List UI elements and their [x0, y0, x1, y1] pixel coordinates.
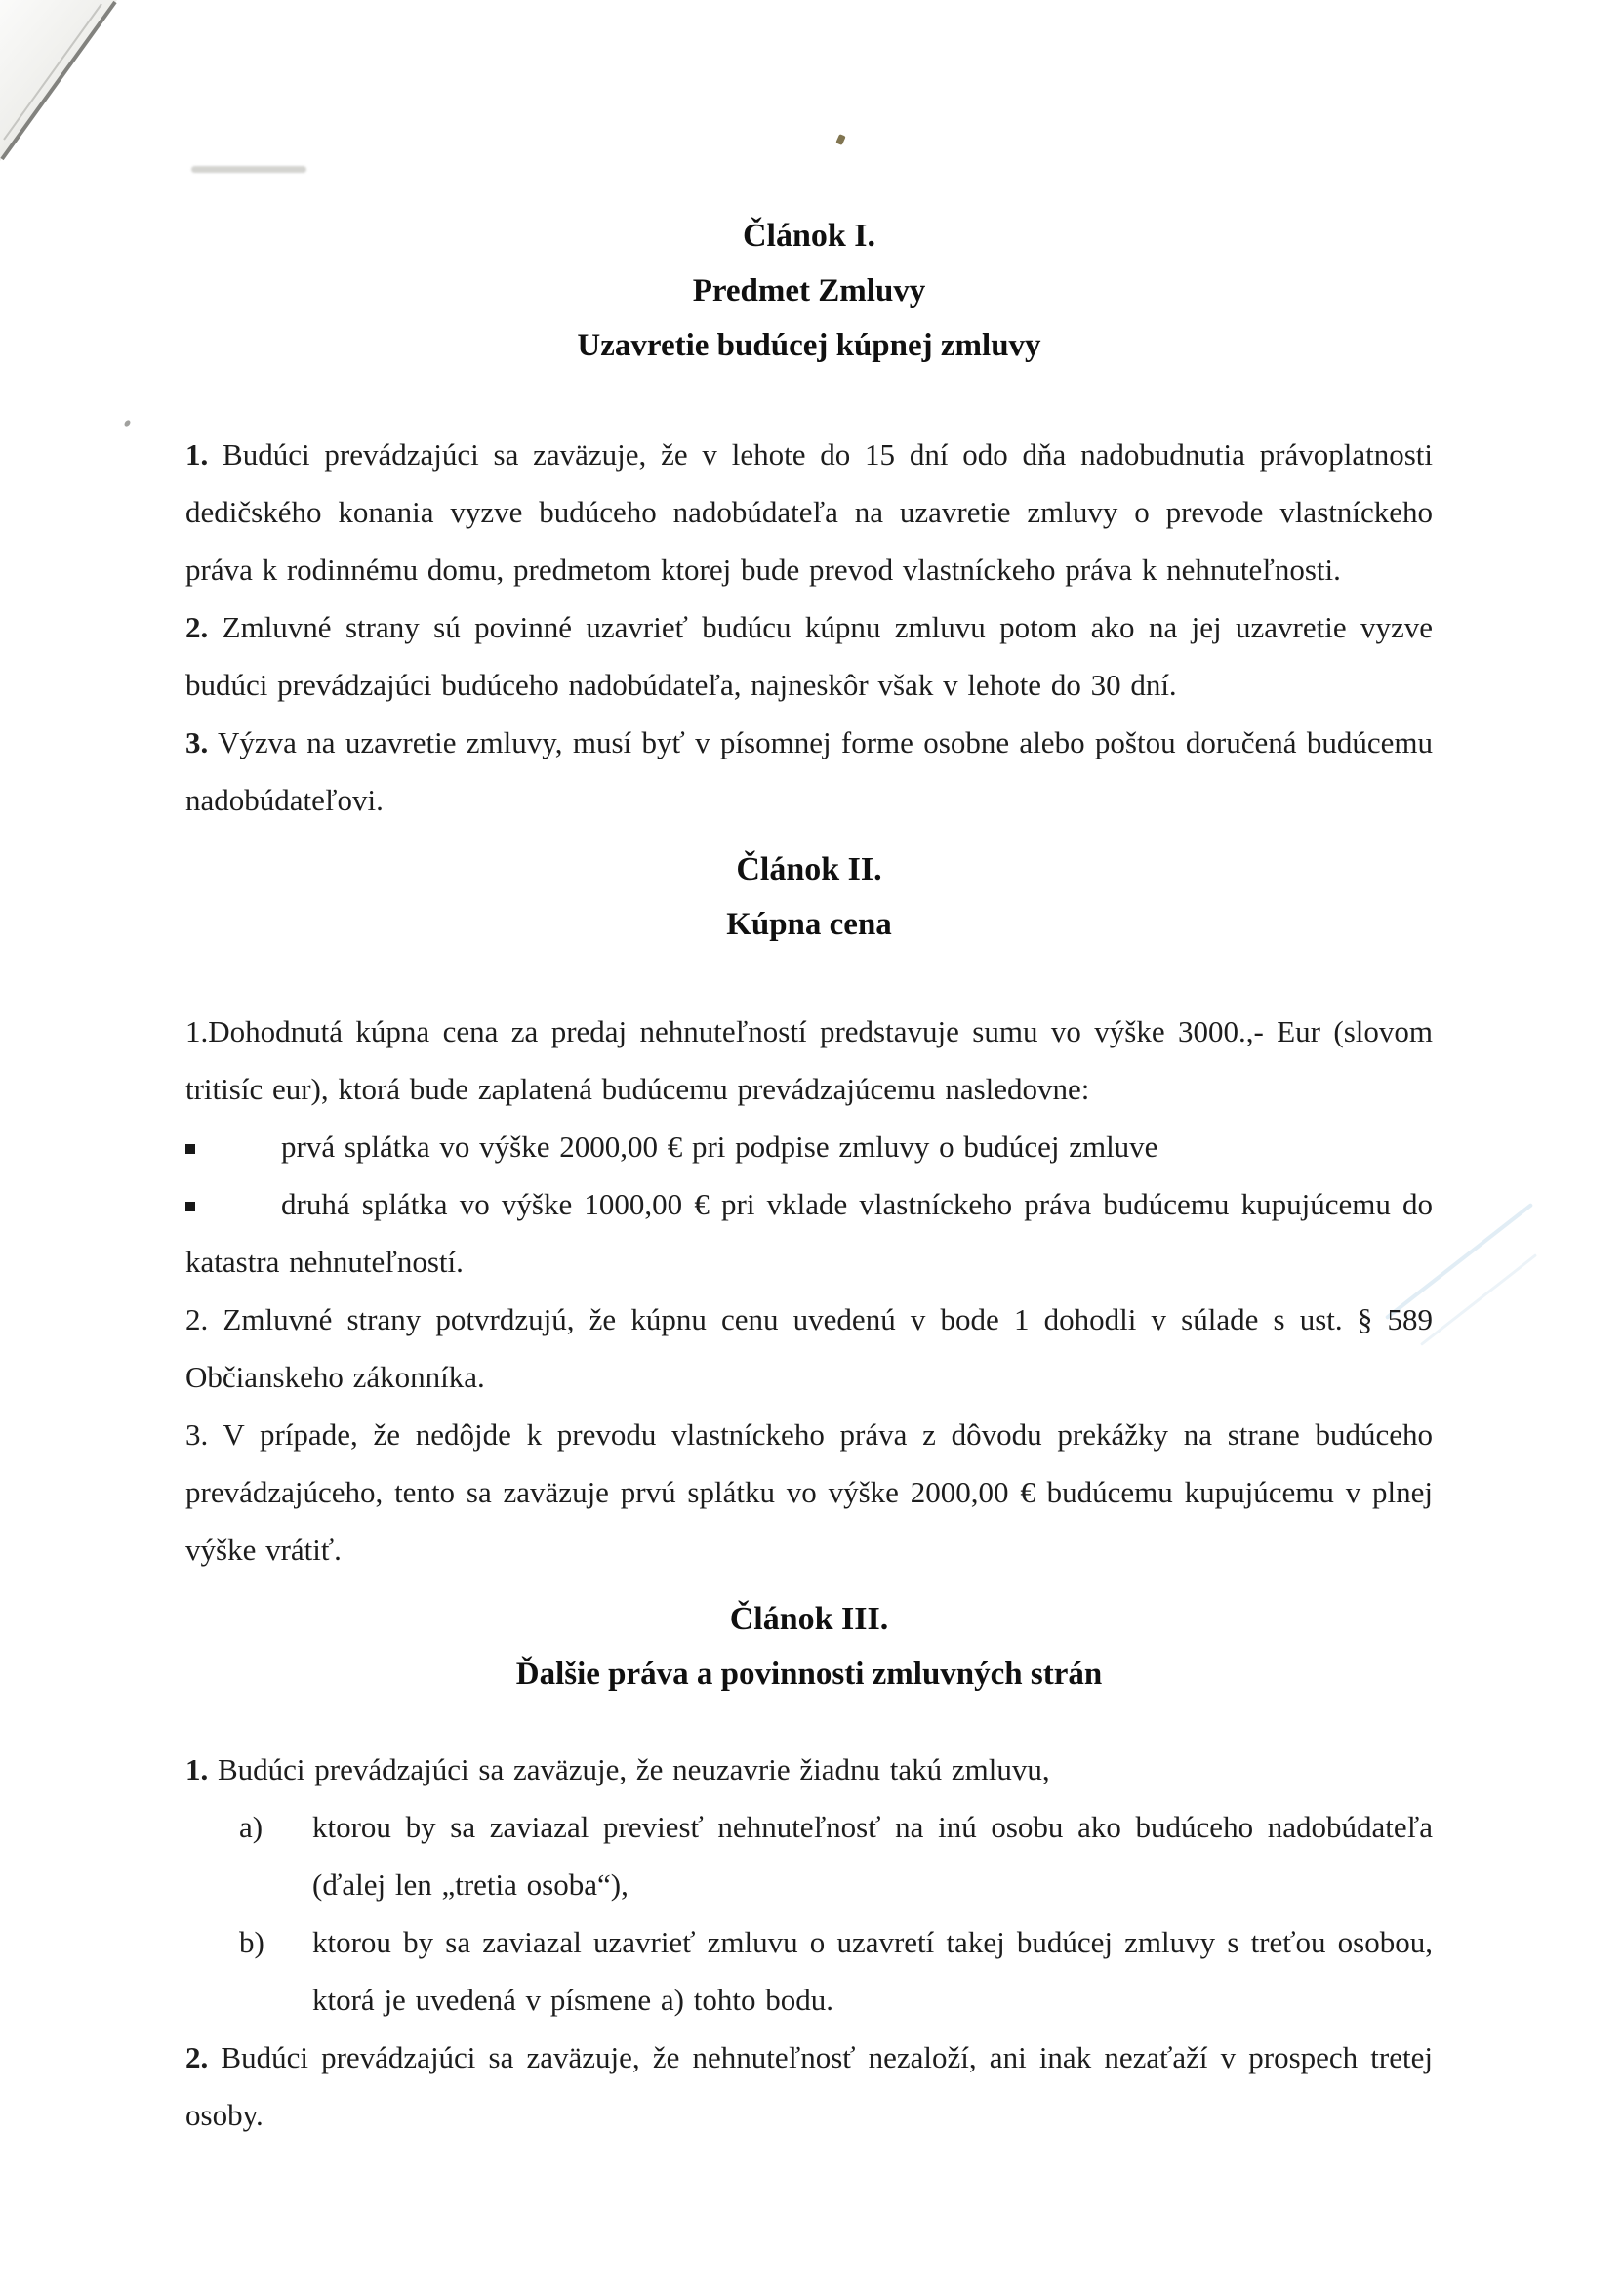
article-3-subtitle: Ďalšie práva a povinnosti zmluvných strán	[515, 1657, 1103, 1692]
scan-speck	[835, 134, 845, 145]
article-2-paragraph-3: 3. V prípade, že nedôjde k prevodu vlastníckeho práva z dôvodu prekážky na strane budúceho prevádzajúceho, tento sa zaväzuje prvú splátku vo výške 2000,00 € budúcemu kupujúcemu v plnej výške vrátiť.	[185, 1417, 1433, 1567]
article-1-paragraph-1	[185, 426, 1433, 598]
article-1-subtitle: Predmet Zmluvy	[692, 273, 926, 308]
list-item-a	[185, 1798, 1433, 1913]
paragraph-text: Zmluvné strany sú povinné uzavrieť budúcu kúpnu zmluvu potom ako na jej uzavretie vyzve budúci prevádzajúci budúceho nadobúdateľa, najneskôr však v lehote do 30 dní.	[185, 610, 1433, 702]
article-3-paragraph-1	[185, 1741, 1433, 1798]
article-1-paragraph-2	[185, 598, 1433, 714]
paragraph-number: 2.	[185, 610, 209, 644]
paragraph-text: Výzva na uzavretie zmluvy, musí byť v písomnej forme osobne alebo poštou doručená budúcemu nadobúdateľovi.	[185, 725, 1433, 817]
article-3-paragraph-2	[185, 2029, 1433, 2144]
list-item-a-label: a)	[239, 1810, 264, 1844]
bullet-square-icon	[185, 1202, 195, 1211]
bullet-text: druhá splátka vo výške 1000,00 € pri vklade vlastníckeho práva budúcemu kupujúcemu do katastra nehnuteľností.	[185, 1187, 1433, 1279]
bullet-item-2	[185, 1175, 1433, 1291]
bullet-square-icon	[185, 1144, 195, 1154]
list-item-b-label: b)	[239, 1925, 264, 1959]
paragraph-text: Budúci prevádzajúci sa zaväzuje, že neuzavrie žiadnu takú zmluvu,	[208, 1752, 1050, 1786]
article-2-subtitle: Kúpna cena	[726, 907, 892, 942]
scan-streak	[1420, 1253, 1537, 1346]
list-item-b-text: ktorou by sa zaviazal uzavrieť zmluvu o uzavretí takej budúcej zmluvy s treťou osobou, ktorá je uvedená v písmene a) tohto bodu.	[312, 1925, 1433, 2017]
scan-speck	[123, 419, 131, 428]
bullet-item-1	[185, 1118, 1433, 1175]
article-1-paragraph-3	[185, 714, 1433, 829]
page-fold-corner	[0, 0, 195, 215]
document-body	[185, 217, 1433, 2144]
paragraph-number: 2.	[185, 2040, 209, 2074]
paragraph-number: 1.	[185, 437, 209, 472]
list-item-b	[185, 1913, 1433, 2029]
paragraph-text: Budúci prevádzajúci sa zaväzuje, že nehnuteľnosť nezaloží, ani inak nezaťaží v prospech tretej osoby.	[185, 2040, 1433, 2132]
paragraph-number: 1.	[185, 1752, 209, 1786]
scan-smudge	[191, 166, 306, 173]
paragraph-number: 3.	[185, 725, 209, 759]
article-1-heading: Článok I.	[742, 218, 876, 254]
article-2-paragraph-1: 1.Dohodnutá kúpna cena za predaj nehnuteľností predstavuje sumu vo výške 3000.,- Eur (slovom tritisíc eur), ktorá bude zaplatená budúcemu prevádzajúcemu nasledovne:	[185, 1014, 1433, 1106]
article-3-heading: Článok III.	[729, 1601, 889, 1637]
article-2-heading: Článok II.	[736, 851, 882, 887]
list-item-a-text: ktorou by sa zaviazal previesť nehnuteľnosť na inú osobu ako budúceho nadobúdateľa (ďalej len „tretia osoba“),	[312, 1810, 1433, 1902]
bullet-text: prvá splátka vo výške 2000,00 € pri podpise zmluvy o budúcej zmluve	[281, 1129, 1158, 1164]
paragraph-text: Budúci prevádzajúci sa zaväzuje, že v lehote do 15 dní odo dňa nadobudnutia právoplatnosti dedičského konania vyzve budúceho nadobúdateľa na uzavretie zmluvy o prevode vlastníckeho práva k rodinnému domu, predmetom ktorej bude prevod vlastníckeho práva k nehnuteľnosti.	[185, 437, 1433, 587]
fold-corner-graphic	[0, 0, 195, 215]
article-1-subtitle2: Uzavretie budúcej kúpnej zmluvy	[577, 328, 1041, 363]
article-2-paragraph-2: 2. Zmluvné strany potvrdzujú, že kúpnu cenu uvedenú v bode 1 dohodli v súlade s ust. § 589 Občianskeho zákonníka.	[185, 1302, 1433, 1394]
